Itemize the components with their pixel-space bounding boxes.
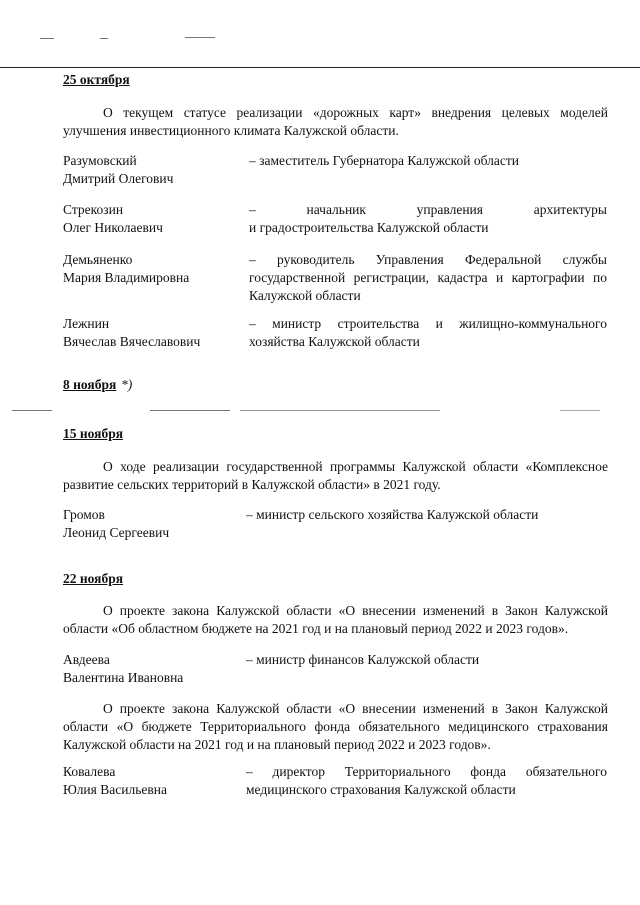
speaker-role-line: медицинского страхования Калужской области	[246, 782, 516, 797]
section-date: 15 ноября	[63, 426, 124, 441]
section-date-text: 8 ноября	[63, 377, 117, 392]
scan-artifact	[40, 38, 54, 39]
speaker-surname: Лежнин	[63, 316, 110, 331]
scan-artifact	[150, 410, 230, 411]
scan-artifact	[240, 410, 440, 411]
speaker-given-names: Юлия Васильевна	[63, 782, 167, 797]
topic-text: О ходе реализации государственной программы Калужской области «Комплексное развитие сельских территорий в Калужской области» в 2021 году.	[63, 459, 608, 492]
speaker-name	[63, 651, 183, 687]
scan-artifact	[12, 410, 52, 411]
speaker-given-names: Леонид Сергеевич	[63, 525, 170, 540]
topic-text: О проекте закона Калужской области «О внесении изменений в Закон Калужской области «Об областном бюджете на 2021 год и на плановый период 2022 и 2023 годов».	[63, 603, 608, 636]
section-date: 25 октября	[63, 72, 130, 87]
topic-text: О текущем статусе реализации «дорожных карт» внедрения целевых моделей улучшения инвестиционного климата Калужской области.	[63, 105, 608, 138]
speaker-role-line: – директор Территориального фонда обязательного	[246, 764, 607, 779]
speaker-role: – министр сельского хозяйства Калужской области	[246, 507, 539, 522]
speaker-name	[63, 506, 169, 542]
speaker-name	[63, 152, 173, 188]
speaker-role-line: и градостроительства Калужской области	[249, 220, 489, 235]
scan-artifact	[560, 410, 600, 411]
speaker-name	[63, 763, 167, 799]
footnote-marker: *)	[121, 377, 133, 392]
speaker-name	[63, 201, 163, 237]
speaker-given-names: Дмитрий Олегович	[63, 171, 174, 186]
speaker-name	[63, 315, 200, 351]
speaker-role	[249, 201, 607, 237]
speaker-surname: Авдеева	[63, 652, 110, 667]
section-date	[63, 377, 116, 393]
speaker-surname: Громов	[63, 507, 105, 522]
speaker-surname: Демьяненко	[63, 252, 133, 267]
topic-text: О проекте закона Калужской области «О внесении изменений в Закон Калужской области «О бюджете Территориального фонда обязательного медицинского страхования Калужской области на 2021 год и на плановый период 2022 и 2023 годов».	[63, 701, 608, 752]
speaker-given-names: Валентина Ивановна	[63, 670, 184, 685]
section-date: 22 ноября	[63, 571, 124, 586]
speaker-role-line: – начальник управления архитектуры	[249, 202, 607, 217]
scan-artifact	[185, 37, 215, 38]
speaker-role: – министр строительства и жилищно-коммунального хозяйства Калужской области	[249, 316, 607, 349]
speaker-role: – заместитель Губернатора Калужской области	[249, 153, 520, 168]
speaker-surname: Разумовский	[63, 153, 137, 168]
speaker-role	[246, 763, 607, 799]
speaker-surname: Ковалева	[63, 764, 116, 779]
scan-artifact	[100, 38, 108, 39]
speaker-role: – руководитель Управления Федеральной службы государственной регистрации, кадастра и картографии по Калужской области	[249, 252, 607, 303]
speaker-given-names: Олег Николаевич	[63, 220, 163, 235]
speaker-name	[63, 251, 189, 287]
page-top-rule	[0, 67, 640, 68]
speaker-role: – министр финансов Калужской области	[246, 652, 480, 667]
speaker-given-names: Мария Владимировна	[63, 270, 190, 285]
speaker-surname: Стрекозин	[63, 202, 124, 217]
speaker-given-names: Вячеслав Вячеславович	[63, 334, 201, 349]
